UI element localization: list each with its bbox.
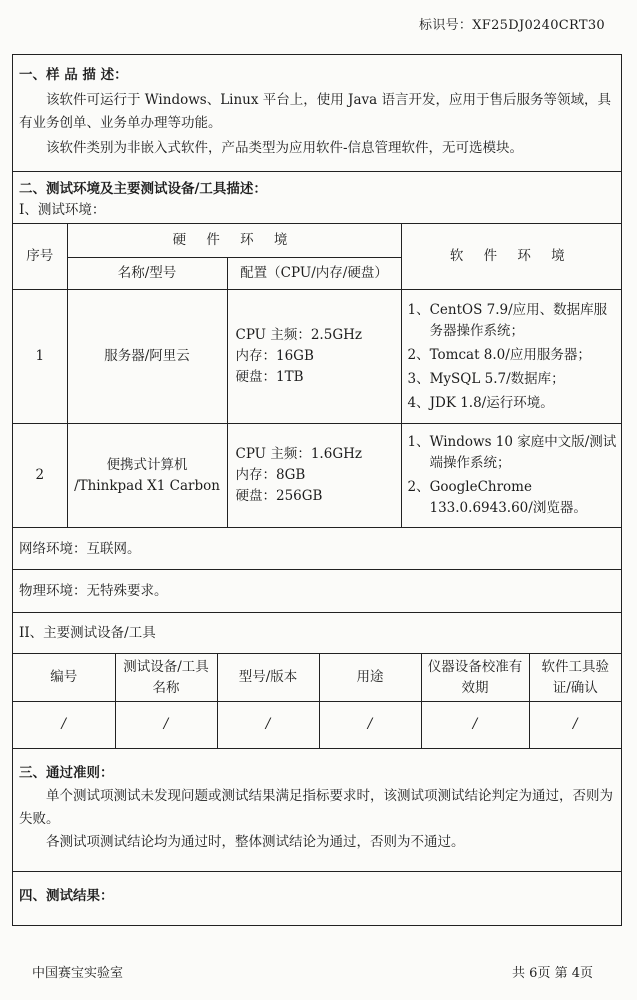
cell: / — [217, 702, 319, 748]
header-config: 配置（CPU/内存/硬盘） — [227, 258, 401, 290]
table-row — [13, 290, 621, 424]
list-item: 1、CentOS 7.9/应用、数据库服务器操作系统； — [407, 301, 608, 339]
list-item: 3、MySQL 5.7/数据库； — [407, 370, 565, 387]
table-row — [13, 424, 621, 528]
description-paragraph: 该软件可运行于 Windows、Linux 平台上，使用 Java 语言开发，应用于售后服务等领域，具有业务创单、业务单办理等功能。 — [19, 92, 611, 131]
description-paragraph: 该软件类别为非嵌入式软件，产品类型为应用软件-信息管理软件，无可选模块。 — [46, 140, 524, 156]
header-software: 软 件 环 境 — [401, 224, 621, 290]
row-software — [401, 290, 621, 424]
header-cell: 用途 — [319, 654, 421, 702]
cell: / — [115, 702, 217, 748]
table-row — [13, 702, 621, 748]
list-item: 2、Tomcat 8.0/应用服务器； — [407, 346, 591, 363]
header-cell: 型号/版本 — [217, 654, 319, 702]
environment-table — [13, 223, 621, 528]
report-frame — [12, 54, 622, 926]
cell: / — [319, 702, 421, 748]
pass-criteria-section — [13, 749, 621, 872]
section-title: 四、测试结果： — [19, 887, 114, 904]
list-item: 4、JDK 1.8/运行环境。 — [407, 394, 554, 411]
list-item: 2、GoogleChrome 133.0.6943.60/浏览器。 — [407, 479, 587, 516]
lab-name: 中国赛宝实验室 — [32, 966, 124, 981]
equipment-table — [13, 653, 621, 748]
physical-environment: 物理环境：无特殊要求。 — [19, 583, 168, 599]
row-name: 服务器/阿里云 — [67, 290, 227, 424]
list-item: 1、Windows 10 家庭中文版/测试端操作系统； — [407, 434, 617, 471]
test-results-section — [13, 872, 621, 906]
cell: / — [13, 702, 115, 748]
env-subtitle: I、测试环境： — [19, 202, 106, 218]
header-cell: 测试设备/工具名称 — [115, 654, 217, 702]
header-name: 名称/型号 — [67, 258, 227, 290]
header-hardware: 硬 件 环 境 — [67, 224, 401, 258]
row-config: CPU 主频：2.5GHz 内存：16GB 硬盘：1TB — [227, 290, 401, 424]
network-environment: 网络环境：互联网。 — [19, 541, 141, 557]
document-id: 标识号：XF25DJ0240CRT30 — [419, 18, 605, 33]
criteria-paragraph: 各测试项测试结论均为通过时，整体测试结论为通过，否则为不通过。 — [46, 833, 465, 850]
page-number: 共 6页 第 4页 — [512, 966, 593, 981]
row-seq: 2 — [13, 424, 67, 528]
row-config: CPU 主频：1.6GHz 内存：8GB 硬盘：256GB — [227, 424, 401, 528]
header-cell: 仪器设备校准有效期 — [421, 654, 529, 702]
cell: / — [529, 702, 621, 748]
section-title: 一、样 品 描 述： — [19, 67, 128, 83]
row-software — [401, 424, 621, 528]
criteria-paragraph: 单个测试项测试未发现问题或测试结果满足指标要求时，该测试项测试结论判定为通过，否则为失败。 — [19, 787, 613, 827]
row-seq: 1 — [13, 290, 67, 424]
equipment-subtitle: II、主要测试设备/工具 — [19, 625, 156, 641]
header-cell: 编号 — [13, 654, 115, 702]
sample-description-section — [13, 55, 621, 172]
row-name: 便携式计算机 /Thinkpad X1 Carbon — [67, 424, 227, 528]
header-seq: 序号 — [13, 224, 67, 290]
test-environment-section — [13, 172, 621, 749]
header-cell: 软件工具验证/确认 — [529, 654, 621, 702]
section-title: 三、通过准则： — [19, 764, 114, 781]
cell: / — [421, 702, 529, 748]
section-title: 二、测试环境及主要测试设备/工具描述： — [19, 181, 267, 197]
